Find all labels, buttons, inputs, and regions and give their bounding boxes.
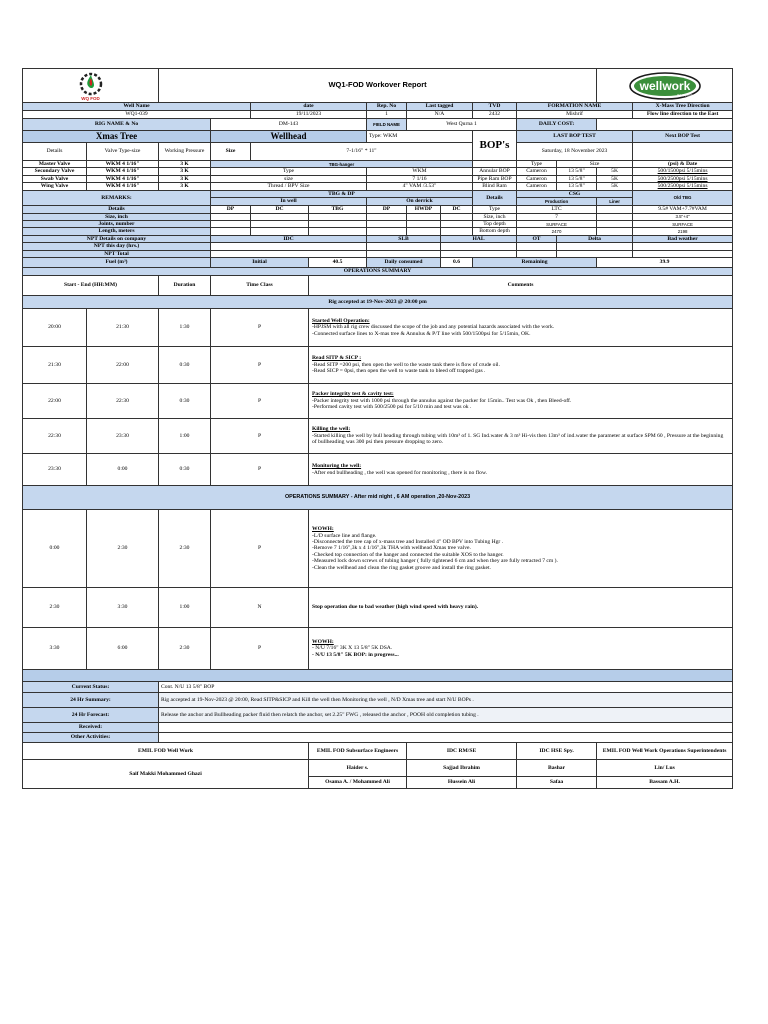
summary-24hr-value: Rig accepted at 19-Nov-2023 @ 20:00, Read SITP&SICP and Kill the well then Monitoring the well , N/D Xmas tree and start N/U BOPs . [159,693,733,708]
op-comment [309,588,733,628]
field-name-label: FIELD NAME [367,119,407,131]
op-class: P [211,419,309,454]
op-end: 21:30 [87,309,159,347]
op-comment-line: -Performed cavity test with 500/2500 psi for 5/10 min and test was ok . [312,404,472,411]
op-start: 0:00 [23,510,87,588]
op-class: P [211,628,309,670]
tbg-row-label: Joints, number [23,220,211,227]
bop-blank [473,161,517,168]
csg-prod-value: LTC [517,206,597,213]
csg-row-label: Top depth [473,220,517,227]
well-name-label: Well Name [23,103,251,111]
op-comment [309,419,733,454]
bops-title: BOP's [473,131,517,161]
rig-accepted-banner: Rig accepted at 19-Nov-2023 @ 20:00 pm [23,296,733,309]
xmas-wp-label: Working Pressure [159,143,211,161]
production-label: Production [517,198,597,206]
valve-type: WKM 4 1/16" [87,175,159,182]
wellwork-logo-icon [628,71,702,101]
duration-header: Duration [159,276,211,296]
csg-details-label: Details [473,190,517,205]
npt-company: Delta [557,235,633,242]
op-end: 0:00 [87,454,159,486]
op-end: 3:30 [87,588,159,628]
sig-name: Bashar [517,760,597,777]
start-end-header: Start - End (HH:MM) [23,276,159,296]
fuel-remaining-label: Remaining [473,258,597,268]
npt-company: HAL [441,235,517,242]
op-start: 20:00 [23,309,87,347]
valve-wp: 3 K [159,168,211,175]
date-label: date [251,103,367,111]
op-start: 22:00 [23,384,87,419]
ops-summary-title: OPERATIONS SUMMARY [23,268,733,276]
sig-name: Haider s. [309,760,407,777]
rep-no-value: 1 [367,111,407,119]
op-comment-line: - N/U 7/16" 3K X 13 5/8" 5K DSA. [312,645,393,652]
bop-wp: 5K [597,168,633,175]
csg-liner-value [597,220,633,227]
hanger-label: Thread / BPV Size [211,183,367,190]
bop-test: 500/2500psi 5/15mins [633,175,733,182]
bop-name: Annular BOP [473,168,517,175]
col-dp: DP [211,206,251,213]
daily-cost-value [597,119,733,131]
sig-name: Lin/ Lus [597,760,733,777]
tvd-value: 2432 [473,111,517,119]
bop-type: Cameron [517,183,557,190]
op-end: 23:30 [87,419,159,454]
bop-size-header: Size [557,161,633,168]
bop-name: Blind Ram [473,183,517,190]
old-tbg-value: 2198 [633,228,733,235]
forecast-24hr-value: Release the anchor and Bullheading packer fluid then relatch the anchor, set 2.25" FWG , released the anchor , POOH old completion tubing . [159,708,733,723]
op-comment-line: Stop operation due to bad weather (high wind speed with heavy rain). [312,604,479,611]
sig-name: Saif Makki Mohammed Ghazi [23,760,309,789]
op-comment-line: -Measured lock down screws of tubing hanger ( fully tightened 6 cm and when they are fully retracted 7 cm ). [312,558,558,565]
tbg-row-label: Size, inch [23,213,211,220]
sig-header: IDC RM/SE [407,743,517,760]
op-start: 23:30 [23,454,87,486]
next-bop-test-date [633,143,733,161]
col-hwdp: HWDP [407,206,441,213]
op-comment-line: -Clean the wellhead and clean the ring gasket groove and install the ring gasket. [312,564,491,571]
op-comment-line: -Remove 7 1/16",3k x 4 1/16",3k THA with wellhead Xmas tree valve. [312,545,471,552]
in-well-label: In well [211,198,367,206]
bop-size: 13 5/8" [557,168,597,175]
valve-type: WKM 4 1/16" [87,168,159,175]
xmas-direction-value: Flow line direction to the East [633,111,733,119]
csg-liner-value [597,213,633,220]
daily-cost-label: DAILY COST: [517,119,597,131]
op-start: 22:30 [23,419,87,454]
op-comment-line: -Started killing the well by bull heading through tubing with 10m³ of 1. SG Ind.water & 3 m³ Hi-vis then 13m³ of ind.water the parameter at surface SPM 60 , Pressure at the beginning of bullheading was 300 psi then pressure dropping to zero. [312,432,724,446]
csg-label: CSG [517,190,633,197]
op-comment-title: Packer integrity test & cavity test: [312,391,394,398]
sig-header: EMIL FOD Well Work [23,743,309,760]
bop-test: 500/1500psi 5/15mins [633,168,733,175]
workover-report-sheet [22,68,733,789]
tbg-row-label: Details [23,206,211,213]
op-comment-title: Read SITP & SICP : [312,355,362,362]
last-tagged-value: N/A [407,111,473,119]
csg-prod-value: SURFACE [517,220,597,227]
left-logo-text: WQ FOD [81,95,100,101]
op-end: 22:00 [87,347,159,384]
spacer-band [23,670,733,682]
bop-test-header: (psi) & Date [633,161,733,168]
op-comment [309,384,733,419]
current-status-label: Current Status: [23,682,159,693]
valve-type: WKM 4 1/16" [87,183,159,190]
tbg-dp-label: TBG & DP [211,190,473,197]
fuel-consumed-value: 0.6 [441,258,473,268]
col-dc: DC [251,206,309,213]
op-duration: 1:30 [159,309,211,347]
csg-row-label: Bottom depth [473,228,517,235]
npt-company: IDC [211,235,367,242]
xmas-direction-label: X-Mass Tree Direction [633,103,733,111]
op-start: 3:30 [23,628,87,670]
old-tbg-value: SURFACE [633,220,733,227]
fuel-remaining-value: 39.9 [597,258,733,268]
old-tbg-label: Old TBG [633,190,733,205]
op-comment-line: -Packer integrity test with 1000 psi through the annulus against the packer for 15min.. Test was Ok , then Bleed-off. [312,397,572,404]
sig-header: EMIL FOD Subsurface Engineers [309,743,407,760]
bop-type-header: Type [517,161,557,168]
other-activities-label: Other Activities: [23,733,159,743]
op-comment [309,510,733,588]
op-class: P [211,510,309,588]
npt-company: Bad weather [633,235,733,242]
col-dc: DC [441,206,473,213]
bop-size: 13 5/8" [557,175,597,182]
right-logo-sub: Well Work [676,93,693,97]
op-duration: 0:30 [159,347,211,384]
op-duration: 0:30 [159,384,211,419]
npt-company: OT [517,235,557,242]
op-comment-line: -L/D surface line and flange. [312,532,377,539]
wellhead-size-label: Size [211,143,251,161]
op-start: 21:30 [23,347,87,384]
op-comment-title: WOWH: [312,638,334,645]
op-comment [309,454,733,486]
liner-label: Liner [597,198,633,206]
op-duration: 1:00 [159,419,211,454]
tbg-row-label: Length, meters [23,228,211,235]
bop-name: Pipe Ram BOP [473,175,517,182]
on-derrick-label: On derrick [367,198,473,206]
right-logo [597,69,733,103]
op-comment-title: Monitoring the well: [312,463,362,470]
csg-liner-value [597,228,633,235]
op-comment-title: WOWH: [312,526,334,533]
remarks-label: REMARKS: [23,190,211,205]
csg-row-label: Size, inch [473,213,517,220]
last-bop-test-date: Saturday, 18 November 2023 [517,143,633,161]
sig-header: EMIL FOD Well Work Operations Superintendents [597,743,733,760]
xmas-tree-title: Xmas Tree [23,131,211,143]
op-comment [309,628,733,670]
field-name-value: West Qurna 1 [407,119,517,131]
op-class: P [211,309,309,347]
op-duration: 1:00 [159,588,211,628]
op-comment-line: -Checked top connection of the hanger and connected the suitable XOS to the hanger. [312,551,504,558]
op-comment-line: -Read SICP = 0psi, then open the well to waste tank to bleed off trapped gas . [312,368,486,375]
csg-row-label: Type [473,206,517,213]
col-dp: DP [367,206,407,213]
csg-liner-value [597,206,633,213]
hanger-value: 7 1/16 [367,175,473,182]
last-bop-test-label: LAST BOP TEST [517,131,633,143]
next-bop-test-label: Next BOP Test [633,131,733,143]
old-tbg-value: 3.5"+4" [633,213,733,220]
hanger-label: Type [211,168,367,175]
report-title: WQ1-FOD Workover Report [159,69,597,103]
bop-size: 13 5/8" [557,183,597,190]
op-comment-title: Started Well Operation: [312,317,370,324]
fuel-initial-value: 40.5 [309,258,367,268]
oil-gear-icon [76,70,106,96]
fuel-initial-label: Initial [211,258,309,268]
op-class: P [211,384,309,419]
received-value [159,723,733,733]
op-start: 2:30 [23,588,87,628]
rig-name-label: RIG NAME & No [23,119,211,131]
left-logo [23,69,159,103]
op-class: P [211,347,309,384]
fuel-consumed-label: Daily consumed [367,258,441,268]
summary-24hr-label: 24 Hr Summary: [23,693,159,708]
formation-value: Mishrif [517,111,633,119]
op-class: P [211,454,309,486]
received-label: Received: [23,723,159,733]
sig-name: Safaa [517,777,597,789]
bop-test: 500/2500psi 5/15mins [633,183,733,190]
fuel-label: Fuel (m³) [23,258,211,268]
other-activities-value [159,733,733,743]
op-comment-line: -Disconnected the tree cap of x-mass tree and Installed 4" OD BPV into Tubing Hgr . [312,538,504,545]
op-comment [309,309,733,347]
right-logo-text: wellwork [639,78,690,93]
valve-name: Swab Valve [23,175,87,182]
valve-name: Wing Valve [23,183,87,190]
col-tbg: TBG [309,206,367,213]
npt-company-label: NPT Details on company [23,235,211,242]
hanger-label: size [211,175,367,182]
sig-name: Osama A. / Mohammed Ali [309,777,407,789]
op-comment-line: -Connected surface lines to X-mas tree & Annulus & P/T line with 500/1500psi for 5/15min, OK. [312,330,531,337]
op-end: 6:00 [87,628,159,670]
hanger-value: 4" VAM /3.53" [367,183,473,190]
valve-wp: 3 K [159,161,211,168]
bop-type: Cameron [517,168,557,175]
wellhead-type: Type: WKM [367,131,473,143]
hanger-value: WKM [367,168,473,175]
sig-name: Hussein Ali [407,777,517,789]
tvd-label: TVD [473,103,517,111]
op-duration: 0:30 [159,454,211,486]
current-status-value: Cont. N/U 13 5/8" BOP [159,682,733,693]
csg-prod-value: 7 [517,213,597,220]
wellhead-size-value: 7-1/16" * 11" [251,143,473,161]
bop-type: Cameron [517,175,557,182]
valve-name: Master Valve [23,161,87,168]
op-comment [309,347,733,384]
npt-day-label: NPT this day (hrs.) [23,243,211,250]
npt-total-label: NPT Total [23,250,211,257]
after-midnight-banner: OPERATIONS SUMMARY - After mid night , 6 AM operation ,20-Nov-2023 [23,486,733,510]
valve-wp: 3 K [159,175,211,182]
op-comment-line: -HPJSM with all rig crew discussed the scope of the job and any potential hazards associated with the work. [312,324,555,331]
op-comment-title: Killing the well: [312,426,351,433]
npt-company: SLB [367,235,441,242]
wellhead-title: Wellhead [211,131,367,143]
formation-label: FORMATION NAME [517,103,633,111]
comments-header: Comments [309,276,733,296]
op-duration: 2:30 [159,510,211,588]
valve-type: WKM 4 1/16" [87,161,159,168]
date-value: 19/11/2023 [251,111,367,119]
op-duration: 2:30 [159,628,211,670]
rep-no-label: Rep. No [367,103,407,111]
valve-name: Secondary Valve [23,168,87,175]
time-class-header: Time Class [211,276,309,296]
well-name-value: WQ1-039 [23,111,251,119]
last-tagged-label: Last tagged [407,103,473,111]
csg-prod-value: 2470 [517,228,597,235]
op-comment-line: - N/U 13 5/8" 5K BOP: in progress... [312,651,399,658]
op-comment-line: -After end bullheading , the well was opened for monitoring , there is no flow. [312,469,488,476]
bop-wp: 5K [597,183,633,190]
bop-wp: 5K [597,175,633,182]
op-comment-line: -Read SITP =200 psi, then open the well to the waste tank there is flow of crude oil. [312,361,500,368]
old-tbg-value: 9.5# VAM+7.7#VAM [633,206,733,213]
op-end: 22:30 [87,384,159,419]
sig-name: Bassam A.H. [597,777,733,789]
valve-wp: 3 K [159,183,211,190]
forecast-24hr-label: 24 Hr Forecast: [23,708,159,723]
sig-header: IDC HSE Spy. [517,743,597,760]
xmas-valve-type-label: Valve Type-size [87,143,159,161]
tbg-hanger-label: TBG-hanger [211,161,473,168]
rig-name-value: DM-143 [211,119,367,131]
xmas-details-label: Details [23,143,87,161]
op-class: N [211,588,309,628]
sig-name: Sajjad Ibrahim [407,760,517,777]
op-end: 2:30 [87,510,159,588]
